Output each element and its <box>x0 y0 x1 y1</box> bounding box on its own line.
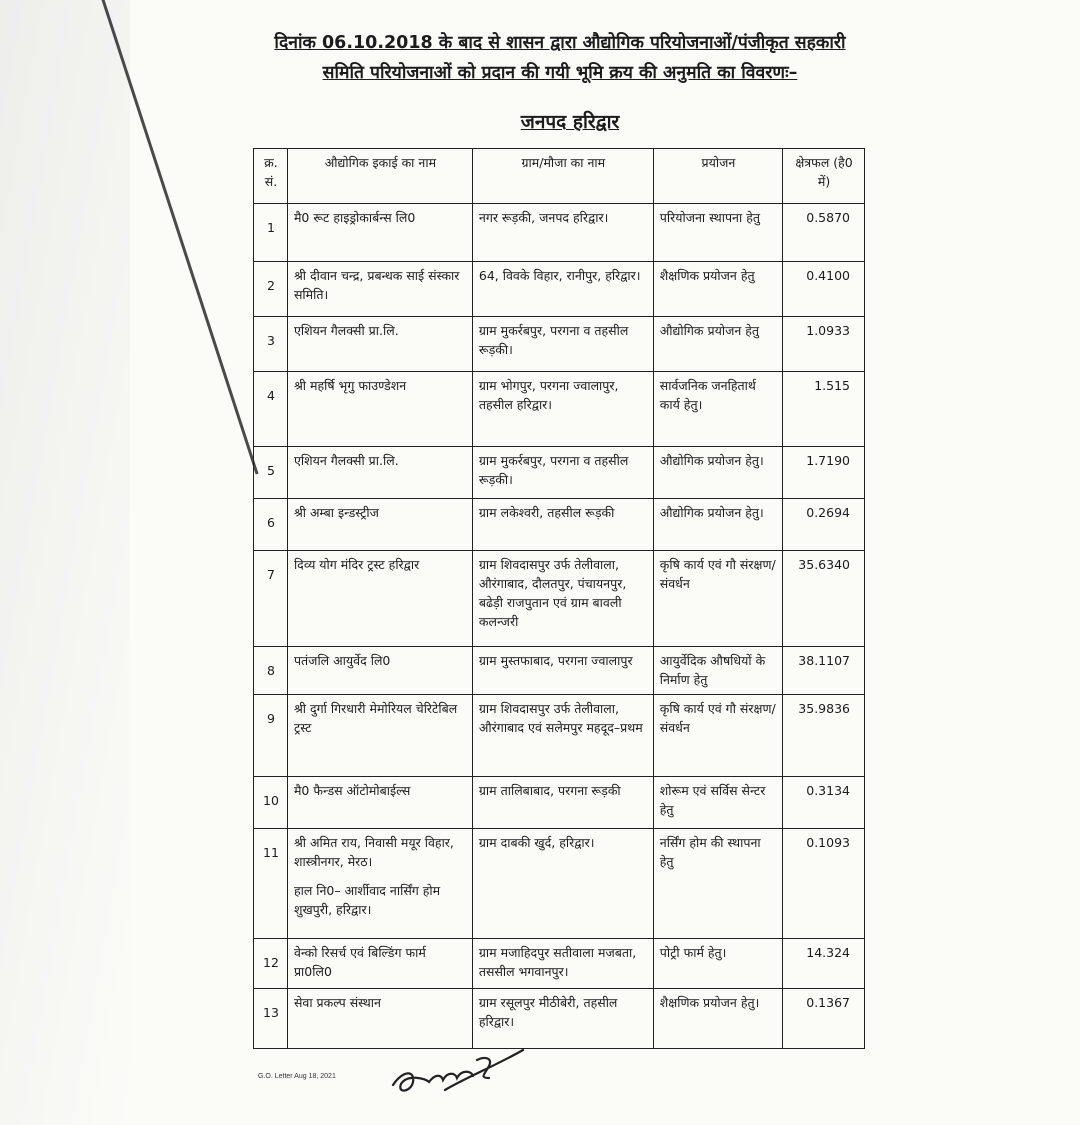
cell-serial: 13 <box>254 989 288 1049</box>
cell-village: ग्राम शिवदासपुर उर्फ तेलीवाला, औरंगाबाद एवं सलेमपुर महदूद–प्रथम <box>472 695 653 777</box>
table-row <box>254 447 865 499</box>
cell-unit-name: एशियन गैलक्सी प्रा.लि. <box>287 447 472 499</box>
table-row <box>254 939 865 989</box>
cell-serial: 11 <box>254 829 288 939</box>
cell-area: 35.9836 <box>783 695 865 777</box>
cell-serial: 3 <box>254 317 288 372</box>
handwritten-signature <box>385 1030 535 1105</box>
cell-area: 0.4100 <box>783 262 865 317</box>
district-title: जनपद हरिद्वार <box>520 111 620 133</box>
cell-unit-name: मै0 रूट हाइड्रोकार्बन्स लि0 <box>287 204 472 262</box>
cell-area: 0.1367 <box>783 989 865 1049</box>
cell-unit-name: मै0 फैन्डस ऑटोमोबाईल्स <box>287 777 472 829</box>
cell-area: 1.0933 <box>783 317 865 372</box>
table-row <box>254 647 865 695</box>
cell-village: ग्राम दाबकी खुर्द, हरिद्वार। <box>472 829 653 939</box>
cell-purpose: शैक्षणिक प्रयोजन हेतु। <box>653 989 782 1049</box>
cell-serial: 1 <box>254 204 288 262</box>
cell-purpose: औद्योगिक प्रयोजन हेतु <box>653 317 782 372</box>
cell-serial: 8 <box>254 647 288 695</box>
table-row <box>254 204 865 262</box>
cell-serial: 7 <box>254 551 288 647</box>
cell-area: 38.1107 <box>783 647 865 695</box>
cell-unit-name: श्री दुर्गा गिरधारी मेमोरियल चेरिटेबिल ट्रस्ट <box>287 695 472 777</box>
cell-village: ग्राम तालिबाबाद, परगना रूड़की <box>472 777 653 829</box>
cell-purpose: नर्सिंग होम की स्थापना हेतु <box>653 829 782 939</box>
table-row <box>254 777 865 829</box>
cell-village: नगर रूड़की, जनपद हरिद्वार। <box>472 204 653 262</box>
table-row <box>254 989 865 1049</box>
cell-village: ग्राम मुस्तफाबाद, परगना ज्वालापुर <box>472 647 653 695</box>
cell-area: 0.5870 <box>783 204 865 262</box>
cell-serial: 4 <box>254 372 288 447</box>
footer-reference: G.O. Letter Aug 18, 2021 <box>258 1073 336 1080</box>
cell-unit-name: श्री दीवान चन्द्र, प्रबन्धक साई संस्कार समिति। <box>287 262 472 317</box>
cell-village: ग्राम रसूलपुर मीठीबेरी, तहसील हरिद्वार। <box>472 989 653 1049</box>
table-row <box>254 499 865 551</box>
cell-area: 35.6340 <box>783 551 865 647</box>
header-unit-name: औद्योगिक इकाई का नाम <box>287 149 472 204</box>
cell-unit-name: श्री अम्बा इन्डस्ट्रीज <box>287 499 472 551</box>
cell-unit-name: श्री महर्षि भृगु फाउण्डेशन <box>287 372 472 447</box>
header-area: क्षेत्रफल (है0 में) <box>783 149 865 204</box>
table-row <box>254 262 865 317</box>
cell-village: ग्राम मजाहिदपुर सतीवाला मजबता, तससील भगवानपुर। <box>472 939 653 989</box>
cell-unit-name: सेवा प्रकल्प संस्थान <box>287 989 472 1049</box>
heading-line-2: समिति परियोजनाओं को प्रदान की गयी भूमि क्रय की अनुमति का विवरणः– <box>322 63 798 83</box>
table-header-row <box>254 149 865 204</box>
cell-village: ग्राम लकेश्वरी, तहसील रूड़की <box>472 499 653 551</box>
land-permission-table <box>253 148 865 1049</box>
cell-purpose: सार्वजनिक जनहितार्थ कार्य हेतु। <box>653 372 782 447</box>
cell-serial: 10 <box>254 777 288 829</box>
table-row <box>254 372 865 447</box>
cell-area: 0.1093 <box>783 829 865 939</box>
cell-purpose: औद्योगिक प्रयोजन हेतु। <box>653 447 782 499</box>
cell-serial: 6 <box>254 499 288 551</box>
cell-area: 0.3134 <box>783 777 865 829</box>
document-heading <box>250 28 870 88</box>
cell-unit-name: पतंजलि आयुर्वेद लि0 <box>287 647 472 695</box>
cell-unit-name <box>287 829 472 939</box>
header-village: ग्राम/मौजा का नाम <box>472 149 653 204</box>
cell-purpose: परियोजना स्थापना हेतु <box>653 204 782 262</box>
table-row <box>254 695 865 777</box>
table-row <box>254 551 865 647</box>
page-shadow <box>0 0 130 1125</box>
table-row <box>254 317 865 372</box>
cell-purpose: कृषि कार्य एवं गौ संरक्षण/संवर्धन <box>653 551 782 647</box>
cell-purpose: शैक्षणिक प्रयोजन हेतु <box>653 262 782 317</box>
unit-name-primary: श्री अमित राय, निवासी मयूर विहार, शास्त्रीनगर, मेरठ। <box>293 835 454 869</box>
cell-serial: 9 <box>254 695 288 777</box>
cell-purpose: पोट्री फार्म हेतु। <box>653 939 782 989</box>
cell-village: ग्राम मुकर्रबपुर, परगना व तहसील रूड़की। <box>472 447 653 499</box>
cell-area: 1.515 <box>783 372 865 447</box>
unit-name-current-address: हाल नि0– आर्शीवाद नार्सिंग होम शुखपुरी, हरिद्वार। <box>293 883 441 917</box>
cell-area: 0.2694 <box>783 499 865 551</box>
cell-unit-name: वेन्को रिसर्च एवं बिल्डिंग फार्म प्रा0लि0 <box>287 939 472 989</box>
table-row <box>254 829 865 939</box>
cell-area: 14.324 <box>783 939 865 989</box>
cell-serial: 5 <box>254 447 288 499</box>
header-purpose: प्रयोजन <box>653 149 782 204</box>
cell-serial: 12 <box>254 939 288 989</box>
cell-purpose: आयुर्वेदिक औषधियों के निर्माण हेतु <box>653 647 782 695</box>
cell-unit-name: एशियन गैलक्सी प्रा.लि. <box>287 317 472 372</box>
cell-village: ग्राम मुकर्रबपुर, परगना व तहसील रूड़की। <box>472 317 653 372</box>
header-serial: क्र. सं. <box>254 149 288 204</box>
cell-purpose: औद्योगिक प्रयोजन हेतु। <box>653 499 782 551</box>
heading-line-1: दिनांक 06.10.2018 के बाद से शासन द्वारा औद्योगिक परियोजनाओं/पंजीकृत सहकारी <box>274 33 846 53</box>
cell-unit-name: दिव्य योग मंदिर ट्रस्ट हरिद्वार <box>287 551 472 647</box>
cell-area: 1.7190 <box>783 447 865 499</box>
cell-village: 64, विवके विहार, रानीपुर, हरिद्वार। <box>472 262 653 317</box>
cell-purpose: कृषि कार्य एवं गौ संरक्षण/संवर्धन <box>653 695 782 777</box>
cell-purpose: शोरूम एवं सर्विस सेन्टर हेतु <box>653 777 782 829</box>
cell-village: ग्राम शिवदासपुर उर्फ तेलीवाला, औरंगाबाद, दौलतपुर, पंचायनपुर, बढेड़ी राजपुतान एवं ग्राम बावली कलन्जरी <box>472 551 653 647</box>
cell-village: ग्राम भोगपुर, परगना ज्वालापुर, तहसील हरिद्वार। <box>472 372 653 447</box>
cell-serial: 2 <box>254 262 288 317</box>
